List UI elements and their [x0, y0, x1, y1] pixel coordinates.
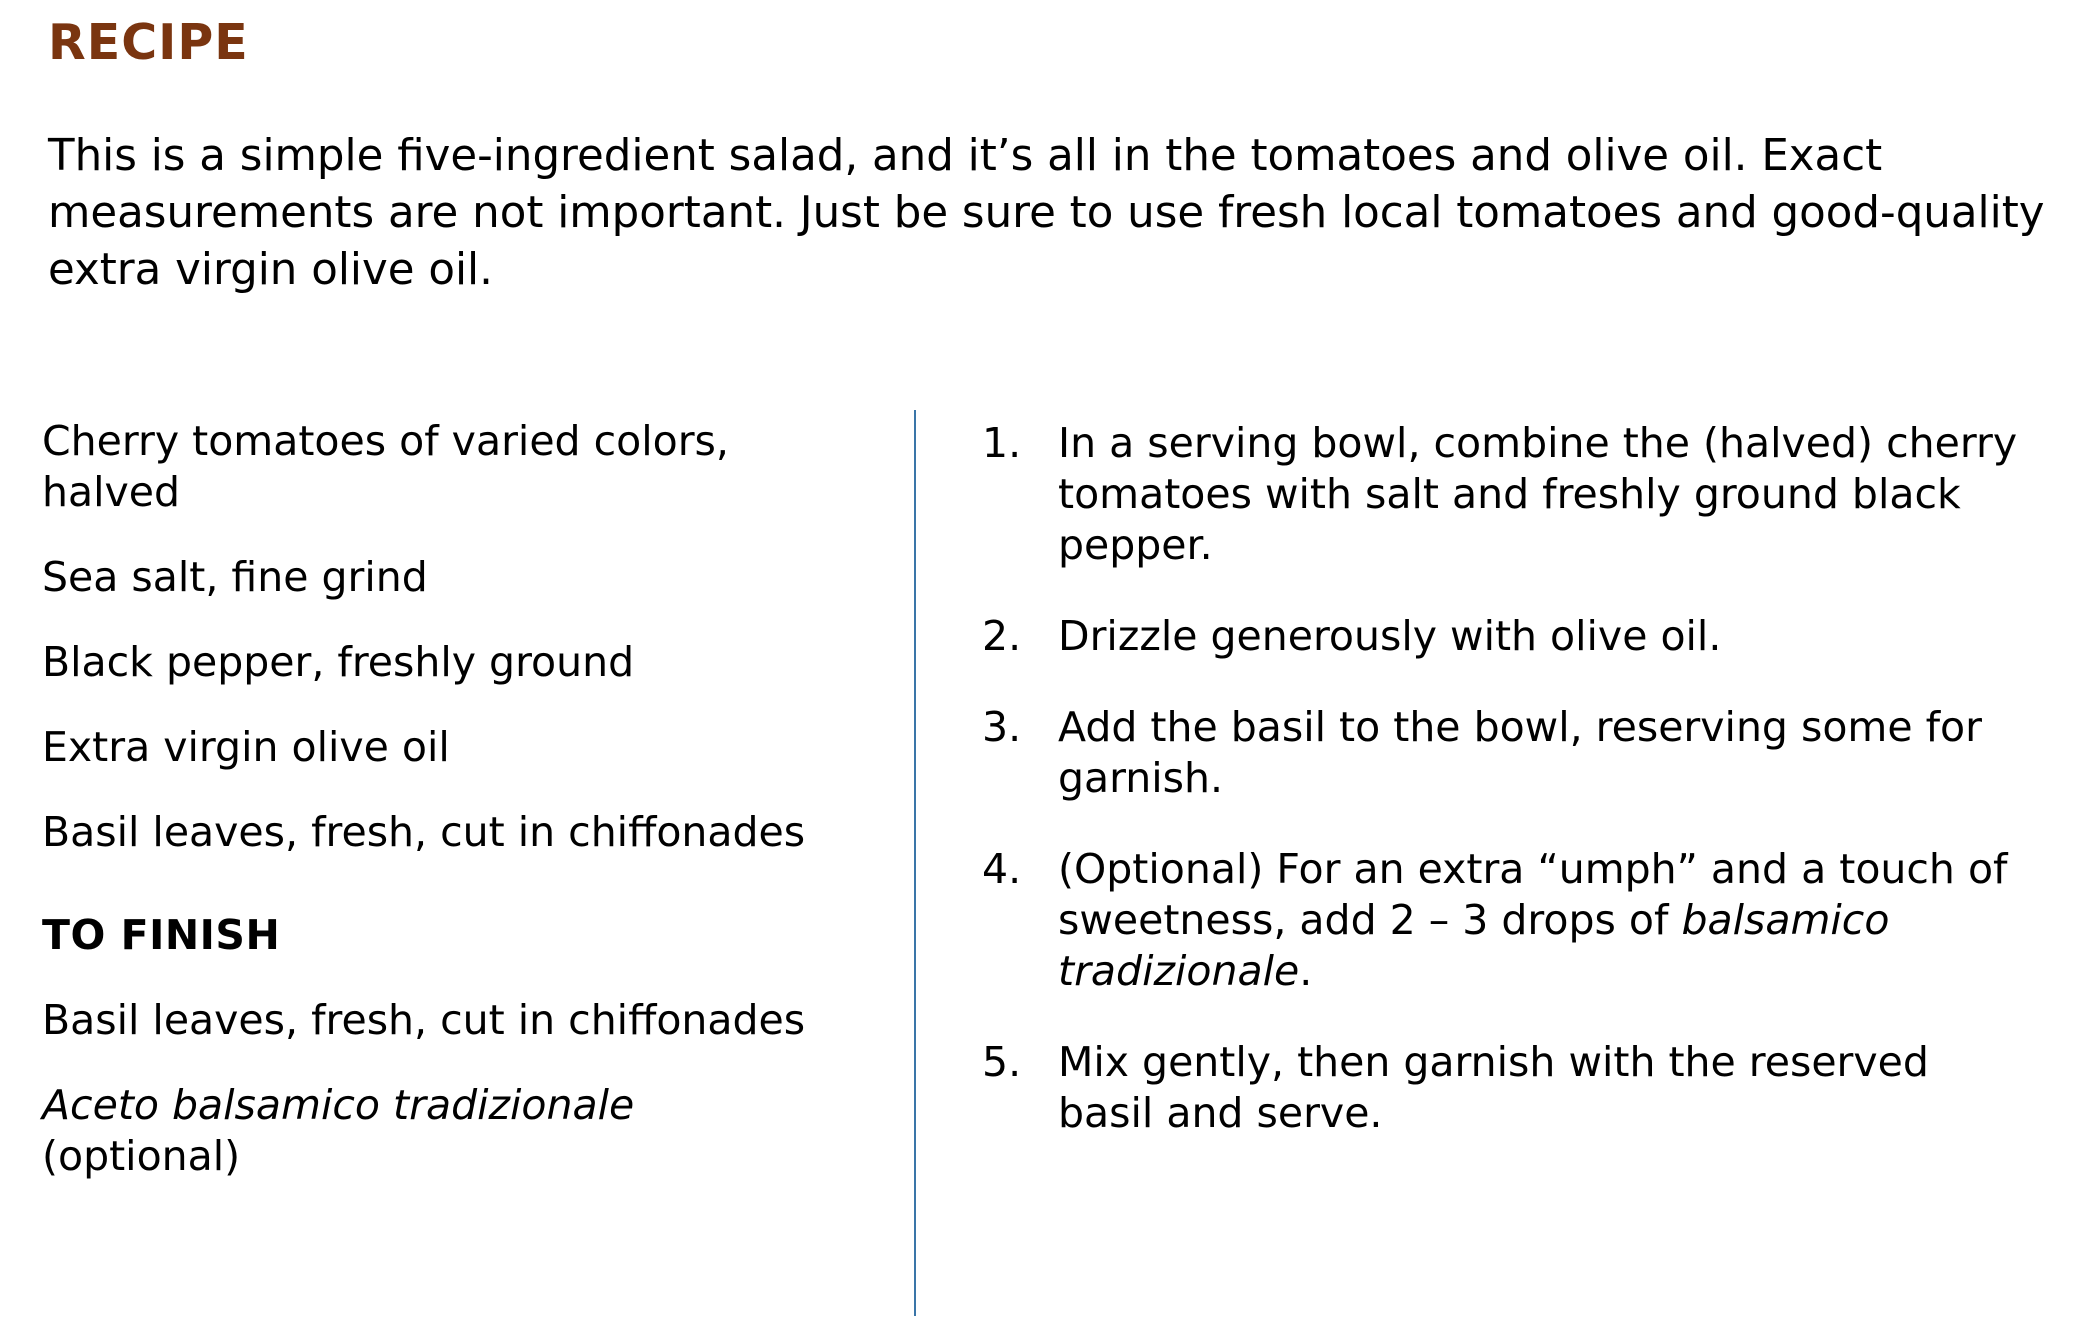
instruction-step — [982, 611, 2022, 662]
ingredient-item: Black pepper, freshly ground — [42, 638, 635, 686]
ingredient-item: Basil leaves, fresh, cut in chiffonades — [42, 808, 806, 856]
step-number: 1. — [982, 419, 1022, 467]
finish-item: Basil leaves, fresh, cut in chiffonades — [42, 996, 806, 1044]
balsamic-italic-text: Aceto balsamico tradizionale — [42, 1081, 635, 1129]
ingredients-column — [42, 416, 862, 1216]
step-text: Mix gently, then garnish with the reserved basil and serve. — [1058, 1038, 1929, 1137]
step-text-italic: balsamico tradizionale — [1058, 896, 1890, 995]
step-text: In a serving bowl, combine the (halved) cherry tomatoes with salt and freshly ground black pepper. — [1058, 419, 2018, 569]
step-text: Drizzle generously with olive oil. — [1058, 612, 1722, 660]
recipe-heading: RECIPE — [48, 14, 249, 71]
instruction-step — [982, 702, 2022, 804]
ingredient-item: Extra virgin olive oil — [42, 723, 450, 771]
finish-item-balsamic — [42, 1080, 862, 1182]
instruction-step — [982, 418, 2022, 571]
column-divider — [914, 410, 916, 1316]
step-number: 4. — [982, 845, 1022, 893]
step-text — [1058, 845, 2007, 995]
ingredient-item: Sea salt, fine grind — [42, 553, 428, 601]
instruction-step — [982, 844, 2022, 997]
step-number: 2. — [982, 612, 1022, 660]
ingredient-item: Cherry tomatoes of varied colors, halved — [42, 417, 729, 516]
step-text-after: . — [1299, 947, 1313, 995]
instructions-list — [982, 418, 2022, 1179]
to-finish-heading: TO FINISH — [42, 911, 281, 959]
recipe-intro: This is a simple five-ingredient salad, and it’s all in the tomatoes and olive oil. Exact measurements are not important. Just be sure to use fresh local tomatoes and good-quality extra virgin olive oil. — [48, 131, 2045, 295]
step-text-before: (Optional) For an extra “umph” and a touch of sweetness, add 2 – 3 drops of — [1058, 845, 2008, 944]
step-number: 5. — [982, 1038, 1022, 1086]
instruction-step — [982, 1037, 2022, 1139]
step-number: 3. — [982, 703, 1022, 751]
balsamic-optional-note: (optional) — [42, 1132, 241, 1180]
step-text: Add the basil to the bowl, reserving some for garnish. — [1058, 703, 1983, 802]
